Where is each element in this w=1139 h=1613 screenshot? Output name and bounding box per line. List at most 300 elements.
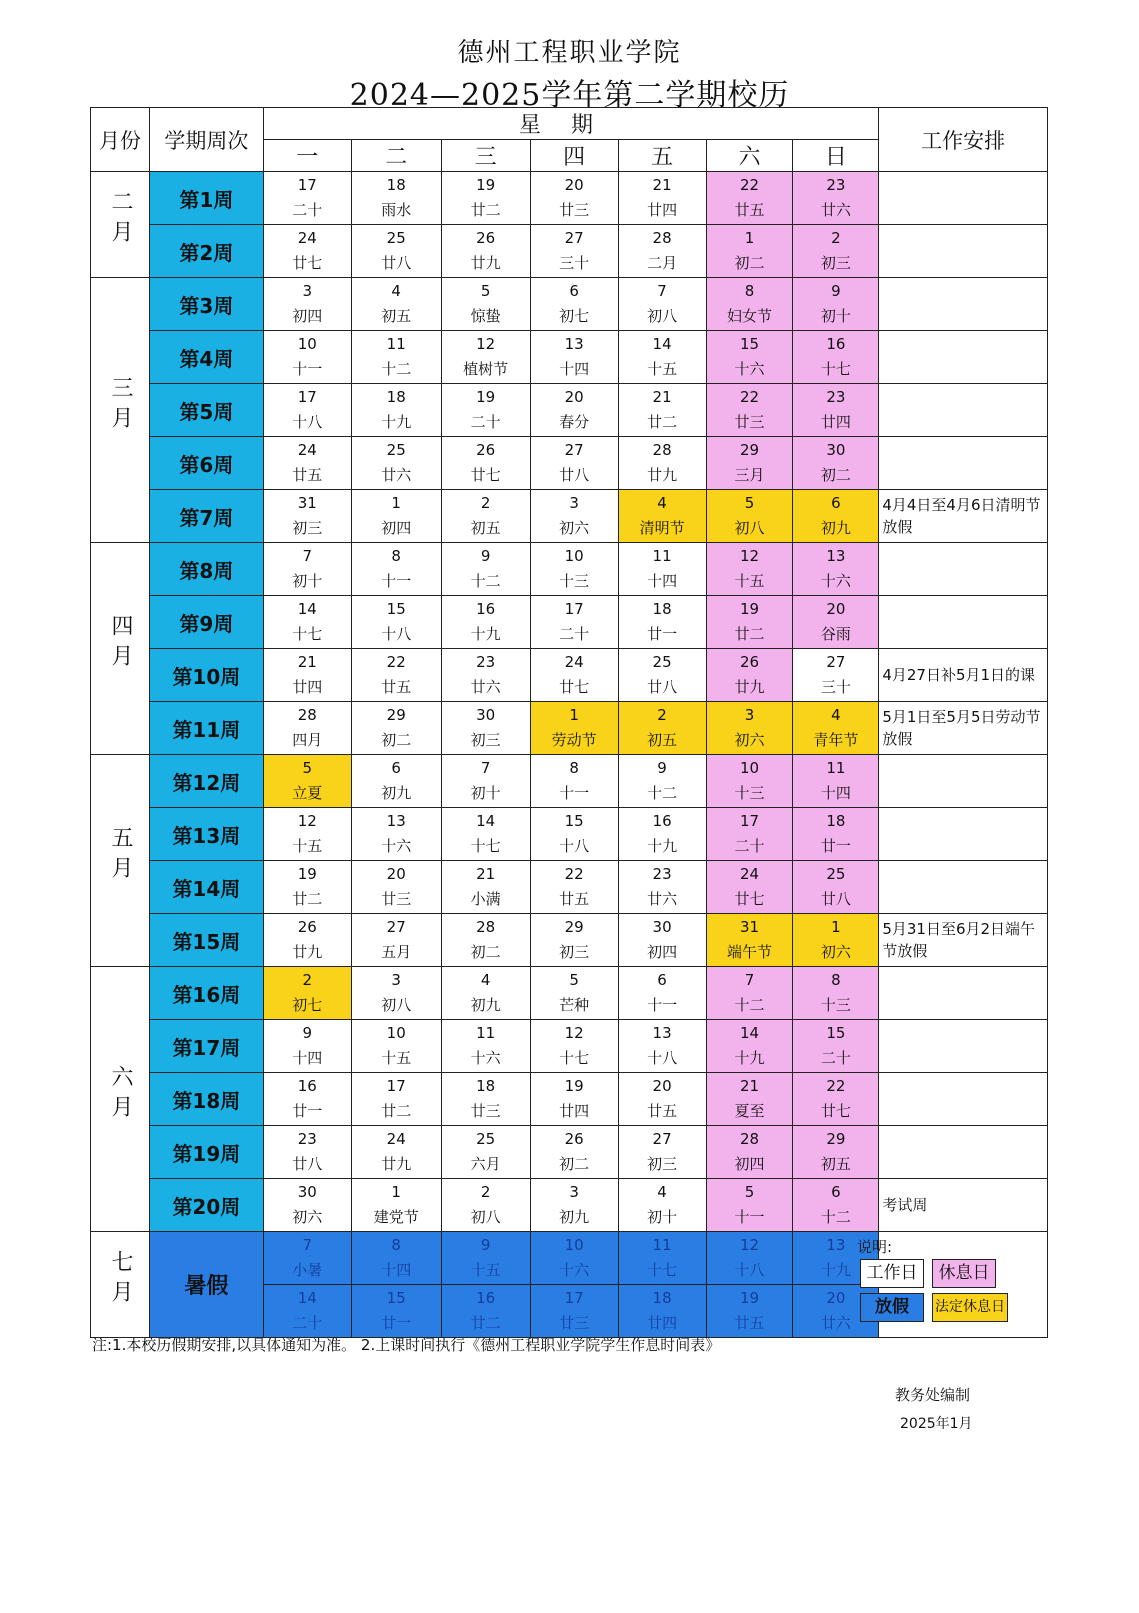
week-row xyxy=(91,1126,1048,1179)
day-number: 29 xyxy=(826,1130,846,1148)
day-cell xyxy=(351,808,441,861)
day-cell xyxy=(706,1179,793,1232)
day-cell xyxy=(351,1179,441,1232)
day-cell xyxy=(706,384,793,437)
day-number: 19 xyxy=(739,600,760,618)
legend-restday: 休息日 xyxy=(932,1259,996,1288)
lunar-label: 十二 xyxy=(470,572,501,590)
day-number: 5 xyxy=(744,1183,755,1201)
day-number: 13 xyxy=(652,1024,672,1042)
day-number: 11 xyxy=(652,547,672,565)
day-number: 4 xyxy=(831,706,841,724)
day-number: 23 xyxy=(652,865,672,883)
day-number: 10 xyxy=(739,759,760,777)
day-number: 29 xyxy=(739,441,760,459)
day-cell xyxy=(263,861,351,914)
lunar-label: 十九 xyxy=(820,1261,851,1279)
lunar-label: 初十 xyxy=(647,1208,678,1226)
week-row xyxy=(91,1073,1048,1126)
day-number: 17 xyxy=(297,388,317,406)
day-number: 24 xyxy=(739,865,760,883)
day-cell xyxy=(263,490,351,543)
day-cell xyxy=(530,755,618,808)
lunar-label: 十九 xyxy=(647,837,678,855)
week-label: 第16周 xyxy=(149,967,263,1020)
day-number: 4 xyxy=(657,494,667,512)
day-cell xyxy=(441,967,530,1020)
lunar-label: 十一 xyxy=(559,784,590,802)
lunar-label: 廿五 xyxy=(292,466,323,484)
lunar-label: 二十 xyxy=(292,1314,323,1332)
month-label: 二月 xyxy=(107,190,133,250)
day-cell xyxy=(793,490,879,543)
lunar-label: 十六 xyxy=(470,1049,501,1067)
day-cell xyxy=(793,914,879,967)
day-cell xyxy=(351,649,441,702)
day-number: 27 xyxy=(564,229,584,247)
week-label: 第19周 xyxy=(149,1126,263,1179)
lunar-label: 廿五 xyxy=(559,890,590,908)
week-label: 第15周 xyxy=(149,914,263,967)
day-cell xyxy=(793,172,879,225)
day-number: 25 xyxy=(476,1130,496,1148)
lunar-label: 初五 xyxy=(647,731,678,749)
day-cell xyxy=(351,1285,441,1338)
lunar-label: 廿九 xyxy=(292,943,323,961)
day-number: 17 xyxy=(564,1289,584,1307)
day-number: 19 xyxy=(564,1077,584,1095)
calendar-table xyxy=(90,107,1048,1338)
day-cell xyxy=(618,1285,706,1338)
day-number: 15 xyxy=(826,1024,846,1042)
lunar-label: 妇女节 xyxy=(726,307,772,325)
week-row xyxy=(91,490,1048,543)
work-note xyxy=(879,225,1048,278)
calendar-body xyxy=(91,172,1048,1338)
lunar-label: 十二 xyxy=(734,996,765,1014)
lunar-label: 十九 xyxy=(734,1049,765,1067)
calendar-title: 2024—2025学年第二学期校历 xyxy=(349,78,790,113)
day-cell xyxy=(441,437,530,490)
lunar-label: 廿七 xyxy=(734,890,765,908)
week-row xyxy=(91,755,1048,808)
day-number: 31 xyxy=(739,918,760,936)
day-number: 11 xyxy=(652,1236,672,1254)
day-number: 24 xyxy=(297,229,317,247)
day-cell xyxy=(793,702,879,755)
day-cell xyxy=(618,702,706,755)
day-number: 29 xyxy=(564,918,584,936)
day-number: 7 xyxy=(744,971,755,989)
day-number: 14 xyxy=(476,812,496,830)
day-number: 24 xyxy=(386,1130,406,1148)
lunar-label: 廿六 xyxy=(647,890,678,908)
day-cell xyxy=(351,1232,441,1285)
day-number: 8 xyxy=(744,282,755,300)
lunar-label: 廿三 xyxy=(559,201,590,219)
day-number: 21 xyxy=(739,1077,760,1095)
day-number: 21 xyxy=(297,653,317,671)
lunar-label: 廿二 xyxy=(470,201,501,219)
day-cell xyxy=(441,1073,530,1126)
day-number: 13 xyxy=(564,335,584,353)
lunar-label: 植树节 xyxy=(463,360,509,378)
lunar-label: 廿三 xyxy=(381,890,412,908)
lunar-label: 廿一 xyxy=(292,1102,323,1120)
day-cell xyxy=(706,596,793,649)
lunar-label: 初八 xyxy=(647,307,678,325)
day-cell xyxy=(263,1020,351,1073)
legend-vacation: 放假 xyxy=(860,1293,924,1322)
day-cell xyxy=(351,702,441,755)
day-number: 15 xyxy=(739,335,760,353)
work-note xyxy=(879,808,1048,861)
day-cell xyxy=(618,278,706,331)
lunar-label: 二十 xyxy=(292,201,323,219)
day-number: 21 xyxy=(476,865,496,883)
day-cell xyxy=(793,278,879,331)
lunar-label: 十一 xyxy=(734,1208,765,1226)
lunar-label: 十七 xyxy=(470,837,501,855)
day-cell xyxy=(351,225,441,278)
day-cell xyxy=(441,808,530,861)
day-number: 14 xyxy=(297,1289,317,1307)
day-cell xyxy=(441,649,530,702)
lunar-label: 初二 xyxy=(820,466,851,484)
day-cell xyxy=(263,278,351,331)
lunar-label: 初四 xyxy=(381,519,412,537)
day-number: 16 xyxy=(826,335,846,353)
day-number: 14 xyxy=(297,600,317,618)
day-cell xyxy=(441,596,530,649)
day-cell xyxy=(263,172,351,225)
lunar-label: 初三 xyxy=(470,731,501,749)
day-cell xyxy=(706,861,793,914)
day-cell xyxy=(351,861,441,914)
day-cell xyxy=(441,1126,530,1179)
day-cell xyxy=(618,384,706,437)
work-note: 5月31日至6月2日端午节放假 xyxy=(879,914,1048,967)
lunar-label: 初五 xyxy=(470,519,501,537)
lunar-label: 初六 xyxy=(820,943,851,961)
day-cell xyxy=(706,1073,793,1126)
day-number: 4 xyxy=(391,282,401,300)
lunar-label: 十二 xyxy=(820,1208,851,1226)
day-number: 9 xyxy=(480,1236,491,1254)
day-number: 2 xyxy=(480,1183,491,1201)
day-cell xyxy=(351,172,441,225)
day-number: 18 xyxy=(826,812,846,830)
lunar-label: 十六 xyxy=(559,1261,590,1279)
day-cell xyxy=(530,1126,618,1179)
month-cell xyxy=(91,1232,150,1338)
month-label: 七月 xyxy=(107,1250,133,1310)
header-week: 学期周次 xyxy=(149,108,263,172)
day-cell xyxy=(530,278,618,331)
day-cell xyxy=(618,861,706,914)
lunar-label: 初十 xyxy=(470,784,501,802)
day-cell xyxy=(530,543,618,596)
day-number: 17 xyxy=(386,1077,406,1095)
day-cell xyxy=(793,649,879,702)
lunar-label: 十五 xyxy=(381,1049,412,1067)
lunar-label: 十九 xyxy=(381,413,412,431)
day-number: 17 xyxy=(739,812,760,830)
lunar-label: 雨水 xyxy=(381,201,412,219)
day-number: 10 xyxy=(564,547,584,565)
day-number: 16 xyxy=(297,1077,317,1095)
day-cell xyxy=(351,490,441,543)
day-number: 16 xyxy=(476,1289,496,1307)
lunar-label: 十八 xyxy=(734,1261,765,1279)
work-note: 5月1日至5月5日劳动节放假 xyxy=(879,702,1048,755)
week-row xyxy=(91,596,1048,649)
day-cell xyxy=(441,914,530,967)
day-cell xyxy=(351,543,441,596)
day-cell xyxy=(793,596,879,649)
weekday-header: 四 xyxy=(530,140,618,172)
week-label: 第12周 xyxy=(149,755,263,808)
day-number: 25 xyxy=(386,441,406,459)
month-cell xyxy=(91,278,150,543)
lunar-label: 初八 xyxy=(470,1208,501,1226)
lunar-label: 劳动节 xyxy=(551,731,597,749)
day-number: 10 xyxy=(297,335,317,353)
day-number: 9 xyxy=(657,759,667,777)
day-cell xyxy=(793,1073,879,1126)
lunar-label: 十二 xyxy=(381,360,412,378)
day-number: 20 xyxy=(386,865,406,883)
lunar-label: 二十 xyxy=(820,1049,851,1067)
lunar-label: 十八 xyxy=(647,1049,678,1067)
lunar-label: 清明节 xyxy=(639,519,685,537)
day-number: 19 xyxy=(297,865,317,883)
day-cell xyxy=(706,914,793,967)
day-number: 13 xyxy=(826,1236,846,1254)
day-number: 3 xyxy=(391,971,401,989)
lunar-label: 十二 xyxy=(647,784,678,802)
header-month: 月份 xyxy=(91,108,150,172)
lunar-label: 廿一 xyxy=(381,1314,412,1332)
day-number: 12 xyxy=(297,812,317,830)
day-number: 17 xyxy=(564,600,584,618)
week-row xyxy=(91,437,1048,490)
header-work: 工作安排 xyxy=(879,108,1048,172)
day-number: 8 xyxy=(831,971,841,989)
day-cell xyxy=(351,1073,441,1126)
day-cell xyxy=(263,967,351,1020)
day-cell xyxy=(618,596,706,649)
month-label: 三月 xyxy=(107,375,133,436)
lunar-label: 初十 xyxy=(820,307,851,325)
lunar-label: 十四 xyxy=(381,1261,412,1279)
day-number: 23 xyxy=(297,1130,317,1148)
lunar-label: 十五 xyxy=(292,837,323,855)
day-cell xyxy=(351,1020,441,1073)
day-cell xyxy=(706,172,793,225)
day-cell xyxy=(530,331,618,384)
day-cell xyxy=(793,331,879,384)
legend-title: 说明: xyxy=(857,1238,893,1256)
day-number: 4 xyxy=(480,971,491,989)
lunar-label: 十七 xyxy=(559,1049,590,1067)
week-row xyxy=(91,172,1048,225)
day-cell xyxy=(441,1285,530,1338)
day-number: 1 xyxy=(569,706,579,724)
day-number: 30 xyxy=(476,706,496,724)
work-note xyxy=(879,278,1048,331)
lunar-label: 初三 xyxy=(647,1155,678,1173)
day-cell xyxy=(793,1179,879,1232)
day-cell xyxy=(263,1126,351,1179)
lunar-label: 初三 xyxy=(559,943,590,961)
day-cell xyxy=(706,808,793,861)
weekday-header: 三 xyxy=(441,140,530,172)
day-number: 27 xyxy=(826,653,846,671)
day-cell xyxy=(441,755,530,808)
lunar-label: 廿五 xyxy=(734,201,765,219)
day-cell xyxy=(530,596,618,649)
day-number: 15 xyxy=(386,1289,406,1307)
lunar-label: 初九 xyxy=(559,1208,590,1226)
lunar-label: 二十 xyxy=(734,837,765,855)
day-cell xyxy=(351,331,441,384)
work-note xyxy=(879,384,1048,437)
lunar-label: 廿七 xyxy=(559,678,590,696)
day-cell xyxy=(441,490,530,543)
day-cell xyxy=(706,1126,793,1179)
day-number: 3 xyxy=(569,494,579,512)
lunar-label: 初二 xyxy=(559,1155,590,1173)
lunar-label: 十四 xyxy=(647,572,678,590)
day-cell xyxy=(530,490,618,543)
day-number: 26 xyxy=(297,918,317,936)
day-cell xyxy=(441,225,530,278)
day-number: 19 xyxy=(739,1289,760,1307)
day-number: 22 xyxy=(564,865,584,883)
day-cell xyxy=(618,755,706,808)
week-row xyxy=(91,278,1048,331)
day-cell xyxy=(263,1179,351,1232)
day-number: 2 xyxy=(831,229,841,247)
day-number: 27 xyxy=(652,1130,672,1148)
day-cell xyxy=(351,596,441,649)
work-note: 考试周 xyxy=(879,1179,1048,1232)
day-cell xyxy=(530,649,618,702)
day-number: 5 xyxy=(569,971,579,989)
day-cell xyxy=(530,967,618,1020)
day-cell xyxy=(351,278,441,331)
week-label: 第11周 xyxy=(149,702,263,755)
lunar-label: 廿二 xyxy=(381,1102,412,1120)
lunar-label: 廿九 xyxy=(734,678,765,696)
lunar-label: 建党节 xyxy=(373,1208,419,1226)
lunar-label: 廿六 xyxy=(820,201,851,219)
week-label: 第6周 xyxy=(149,437,263,490)
day-number: 7 xyxy=(657,282,667,300)
day-number: 8 xyxy=(569,759,579,777)
day-number: 30 xyxy=(826,441,846,459)
lunar-label: 立夏 xyxy=(292,784,323,802)
lunar-label: 廿四 xyxy=(647,201,678,219)
week-label: 第17周 xyxy=(149,1020,263,1073)
lunar-label: 廿二 xyxy=(647,413,678,431)
day-cell xyxy=(263,808,351,861)
lunar-label: 初九 xyxy=(820,519,851,537)
day-cell xyxy=(793,861,879,914)
day-number: 23 xyxy=(826,176,846,194)
week-label: 第7周 xyxy=(149,490,263,543)
day-cell xyxy=(706,702,793,755)
lunar-label: 廿二 xyxy=(292,890,323,908)
day-cell xyxy=(263,1073,351,1126)
day-number: 30 xyxy=(652,918,672,936)
day-cell xyxy=(530,1232,618,1285)
day-number: 24 xyxy=(297,441,317,459)
day-cell xyxy=(618,490,706,543)
lunar-label: 十四 xyxy=(292,1049,323,1067)
week-label: 第4周 xyxy=(149,331,263,384)
lunar-label: 廿四 xyxy=(292,678,323,696)
day-number: 12 xyxy=(739,1236,760,1254)
lunar-label: 廿五 xyxy=(647,1102,678,1120)
lunar-label: 端午节 xyxy=(726,943,772,961)
lunar-label: 春分 xyxy=(559,413,590,431)
lunar-label: 廿九 xyxy=(470,254,501,272)
lunar-label: 廿八 xyxy=(381,254,412,272)
day-cell xyxy=(530,1179,618,1232)
day-number: 12 xyxy=(476,335,496,353)
week-row xyxy=(91,543,1048,596)
lunar-label: 十五 xyxy=(734,572,765,590)
lunar-label: 廿四 xyxy=(647,1314,678,1332)
day-cell xyxy=(263,437,351,490)
work-note xyxy=(879,755,1048,808)
day-cell xyxy=(530,384,618,437)
day-number: 12 xyxy=(739,547,760,565)
work-note: 4月4日至4月6日清明节放假 xyxy=(879,490,1048,543)
day-cell xyxy=(618,225,706,278)
day-cell xyxy=(706,649,793,702)
day-number: 7 xyxy=(302,547,312,565)
lunar-label: 十七 xyxy=(647,1261,678,1279)
day-number: 11 xyxy=(826,759,846,777)
day-cell xyxy=(263,225,351,278)
month-cell xyxy=(91,755,150,967)
week-row xyxy=(91,861,1048,914)
week-label: 第18周 xyxy=(149,1073,263,1126)
lunar-label: 初十 xyxy=(292,572,323,590)
day-cell xyxy=(530,225,618,278)
day-cell xyxy=(530,1285,618,1338)
lunar-label: 初八 xyxy=(734,519,765,537)
day-number: 18 xyxy=(652,1289,672,1307)
week-label: 第13周 xyxy=(149,808,263,861)
day-cell xyxy=(706,967,793,1020)
day-cell xyxy=(706,490,793,543)
day-number: 21 xyxy=(652,388,672,406)
day-cell xyxy=(530,1020,618,1073)
day-number: 4 xyxy=(657,1183,667,1201)
lunar-label: 廿三 xyxy=(470,1102,501,1120)
lunar-label: 初四 xyxy=(292,307,323,325)
day-cell xyxy=(263,331,351,384)
day-number: 3 xyxy=(569,1183,579,1201)
lunar-label: 三十 xyxy=(559,254,590,272)
lunar-label: 三月 xyxy=(734,466,765,484)
day-number: 17 xyxy=(297,176,317,194)
day-cell xyxy=(706,225,793,278)
